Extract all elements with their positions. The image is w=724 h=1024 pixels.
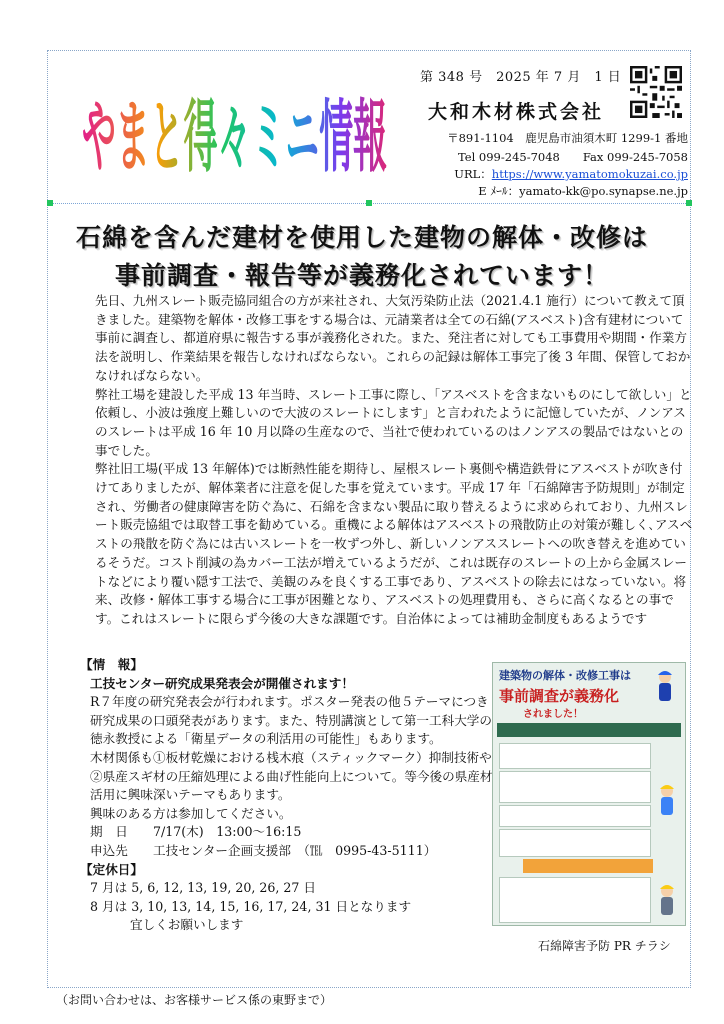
- worker-icon: [657, 783, 677, 817]
- flyer-box: [499, 805, 651, 827]
- qr-code-icon: [630, 66, 682, 118]
- phone-fax: Tel 099-245-7048 Fax 099-245-7058: [458, 150, 688, 164]
- info-text: 木材関係も①板材乾燥における桟木痕（スティックマーク）抑制技術や②県産スギ材の圧縮処理による曲げ性能向上について。等今後の県産材活用に興味深いテーマもあります。: [90, 749, 493, 803]
- holiday-heading: 【定休日】: [80, 861, 143, 877]
- article-title-line1: 石綿を含んだ建材を使用した建物の解体・改修は: [75, 223, 648, 252]
- info-text: 興味のある方は参加してください。: [90, 805, 292, 821]
- address: 〒891-1104 鹿児島市油須木町 1299-1 番地: [447, 131, 688, 145]
- flyer-box: [499, 771, 651, 803]
- info-section: [80, 656, 500, 935]
- holiday-august: 8 月は 3, 10, 13, 14, 15, 16, 17, 24, 31 日となります: [90, 898, 412, 914]
- website-link[interactable]: https://www.yamatomokuzai.co.jp: [491, 167, 688, 181]
- email: E ﾒｰﾙ：yamato-kk@po.synapse.ne.jp: [478, 184, 688, 198]
- footer-note: （お問い合わせは、お客様サービス係の東野まで）: [56, 993, 333, 1007]
- article-paragraph: 弊社旧工場(平成 13 年解体)では断熱性能を期待し、屋根スレート裏側や構造鉄骨にアスベストが吹き付けてありましたが、解体業者に注意を促した事を覚えています。平成 17 年「石綿障害予防規則」が制定され、労働者の健康障害を防ぐ為に、石綿を含まない製品に取り替えるように求められており、九州スレート販売協組では取替工事を勧めている。重機による解体はアスベストの飛散防止の対策が難しく､アスベストの飛散を防ぐ為には古いスレートを一枚ずつ外し、新しいノンアススレートへの吹き替えを進めているそうだ。コスト削減の為カバー工法が増えているようだが、これは既存のスレートの上から金属スレートなどにより覆い隠す工法で、美観のみを良くする工事であり、アスベストの除去にはなっていない。将来、改修・解体工事する場合に工事が困難となり、アスベストの処理費用も、さらに高くなるとの事です。これはスレートに限らず今後の大きな課題です。自治体によっては補助金制度もあるようです: [95, 461, 693, 626]
- closing-text: 宜しくお願いします: [130, 917, 244, 933]
- worker-icon: [655, 669, 675, 703]
- article-title-line2: 事前調査・報告等が義務化されています！: [114, 261, 609, 290]
- flyer-headline: 事前調査が義務化: [499, 687, 620, 705]
- holiday-july: 7 月は 5, 6, 12, 13, 19, 20, 26, 27 日: [90, 880, 317, 896]
- worker-icon: [657, 883, 677, 917]
- flyer-caption: 石綿障害予防 PR チラシ: [538, 939, 671, 953]
- url-line: [454, 166, 688, 182]
- logo-text: やまと得々ミニ情報: [82, 92, 387, 184]
- selection-handle[interactable]: [366, 200, 372, 206]
- newsletter-logo: [82, 68, 392, 188]
- flyer-box: [499, 829, 651, 857]
- flyer-box: [499, 877, 651, 923]
- info-subheading: 工技センター研究成果発表会が開催されます！: [90, 675, 354, 691]
- flyer-title: 建築物の解体・改修工事は: [499, 669, 631, 682]
- flyer-orange-band: [523, 859, 653, 873]
- info-text: R７年度の研究発表会が行われます。ポスター発表の他５テーマにつき研究成果の口頭発表があります。また、特別講演として第一工科大学の徳永教授による「衛星データの利活用の可能性」もあります。: [90, 694, 492, 747]
- event-contact: 申込先 工技センター企画支援部 （℡ 0995-43-5111）: [90, 842, 437, 858]
- asbestos-flyer-image: [492, 662, 686, 926]
- article-paragraph: 弊社工場を建設した平成 13 年当時、スレート工事に際し、「アスベストを含まないものにして欲しい」と依頼し、小波は強度上難しいので大波のスレートにします」と言われたように記憶していたが、ノンアスのスレートは平成 16 年 10 月以降の生産なので、当社で使われているのはノンアスの製品ではないとの事でした。: [95, 386, 692, 458]
- event-date: 期 日 7/17(木) 13:00～16:15: [90, 824, 302, 840]
- company-name: 大和木材株式会社: [428, 101, 605, 123]
- url-label: URL：: [454, 167, 492, 181]
- article-body: [95, 292, 695, 629]
- flyer-subline: されました！: [523, 709, 583, 720]
- info-heading: 【情 報】: [80, 657, 143, 672]
- flyer-band: [497, 723, 681, 737]
- selection-handle[interactable]: [686, 200, 692, 206]
- flyer-box: [499, 743, 651, 769]
- article-paragraph: 先日、九州スレート販売協同組合の方が来社され、大気汚染防止法（2021.4.1 施行）について教えて頂きました。建築物を解体・改修工事をする場合は、元請業者は全ての石綿(アスベスト)含有建材について事前に調査し、都道府県に報告する事が義務化された。また、発注者に対しても工事費用や期間・作業方法を説明し、作業結果を報告しなければならない。これらの記録は解体工事完了後 3 年間、保管しておかなければならない。: [95, 293, 691, 383]
- selection-handle[interactable]: [47, 200, 53, 206]
- issue-info: 第 348 号 2025 年 7 月 1 日: [420, 70, 622, 85]
